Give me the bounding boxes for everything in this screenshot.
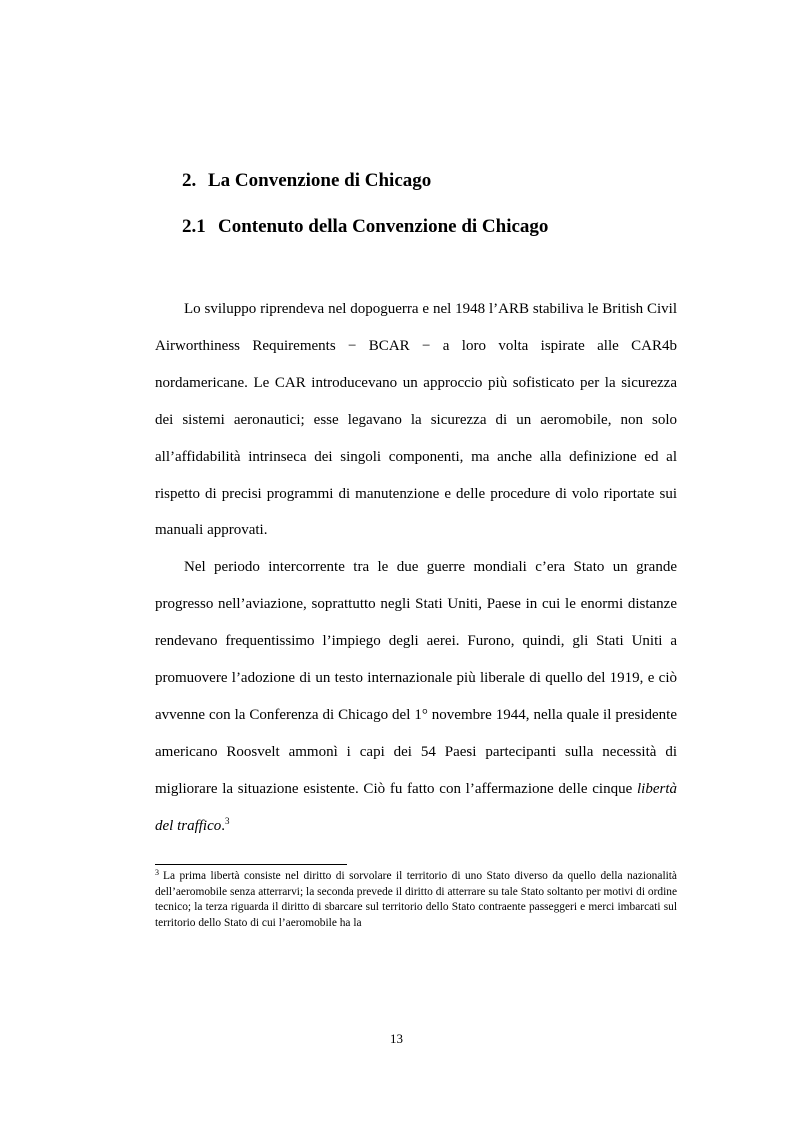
paragraph-2	[155, 549, 677, 844]
section-title: Contenuto della Convenzione di Chicago	[218, 216, 549, 237]
page-number: 13	[390, 1031, 403, 1046]
footnote-text: La prima libertà consiste nel diritto di sorvolare il territorio di uno Stato diverso da quello della nazionalità dell’aeromobile senza atterrarvi; la seconda prevede il diritto di atterrare su tale Stato soltanto per motivi di ordine tecnico; la terza riguarda il diritto di sbarcare sul territorio dello Stato contraente passeggeri e merci imbarcati sul territorio dello Stato di cui l’aeromobile ha la	[155, 870, 677, 929]
footnote	[155, 869, 677, 931]
chapter-number: 2.	[182, 170, 197, 191]
paragraph-2-text: Nel periodo intercorrente tra le due guerre mondiali c’era Stato un grande progresso nell’aviazione, soprattutto negli Stati Uniti, Paese in cui le enormi distanze rendevano frequentissimo l’impiego degli aerei. Furono, quindi, gli Stati Uniti a promuovere l’adozione di un testo internazionale più liberale di quello del 1919, e ciò avvenne con la Conferenza di Chicago del 1° novembre 1944, nella quale il presidente americano Roosvelt ammonì i capi dei 54 Paesi partecipanti sulla necessità di migliorare la situazione esistente. Ciò fu fatto con l’affermazione delle cinque	[155, 559, 677, 797]
section-heading	[182, 216, 548, 238]
footnote-reference[interactable]: 3	[225, 815, 230, 826]
footnote-separator	[155, 864, 347, 865]
paragraph-1: Lo sviluppo riprendeva nel dopoguerra e nel 1948 l’ARB stabiliva le British Civil Airworthiness Requirements − BCAR − a loro volta ispirate alle CAR4b nordamericane. Le CAR introducevano un approccio più sofisticato per la sicurezza dei sistemi aeronautici; esse legavano la sicurezza di un aeromobile, non solo all’affidabilità intrinseca dei singoli componenti, ma anche alla definizione ed al rispetto di precisi programmi di manutenzione e delle procedure di volo riportate sui manuali approvati.	[155, 301, 677, 539]
body-text	[155, 291, 677, 845]
chapter-title: La Convenzione di Chicago	[208, 170, 432, 191]
chapter-heading	[182, 170, 431, 192]
paragraph-2-end: .	[221, 817, 225, 834]
footnote-mark: 3	[155, 868, 159, 877]
section-number: 2.1	[182, 216, 206, 237]
paragraph-2-emphasis: libertà del traffico	[155, 780, 677, 834]
